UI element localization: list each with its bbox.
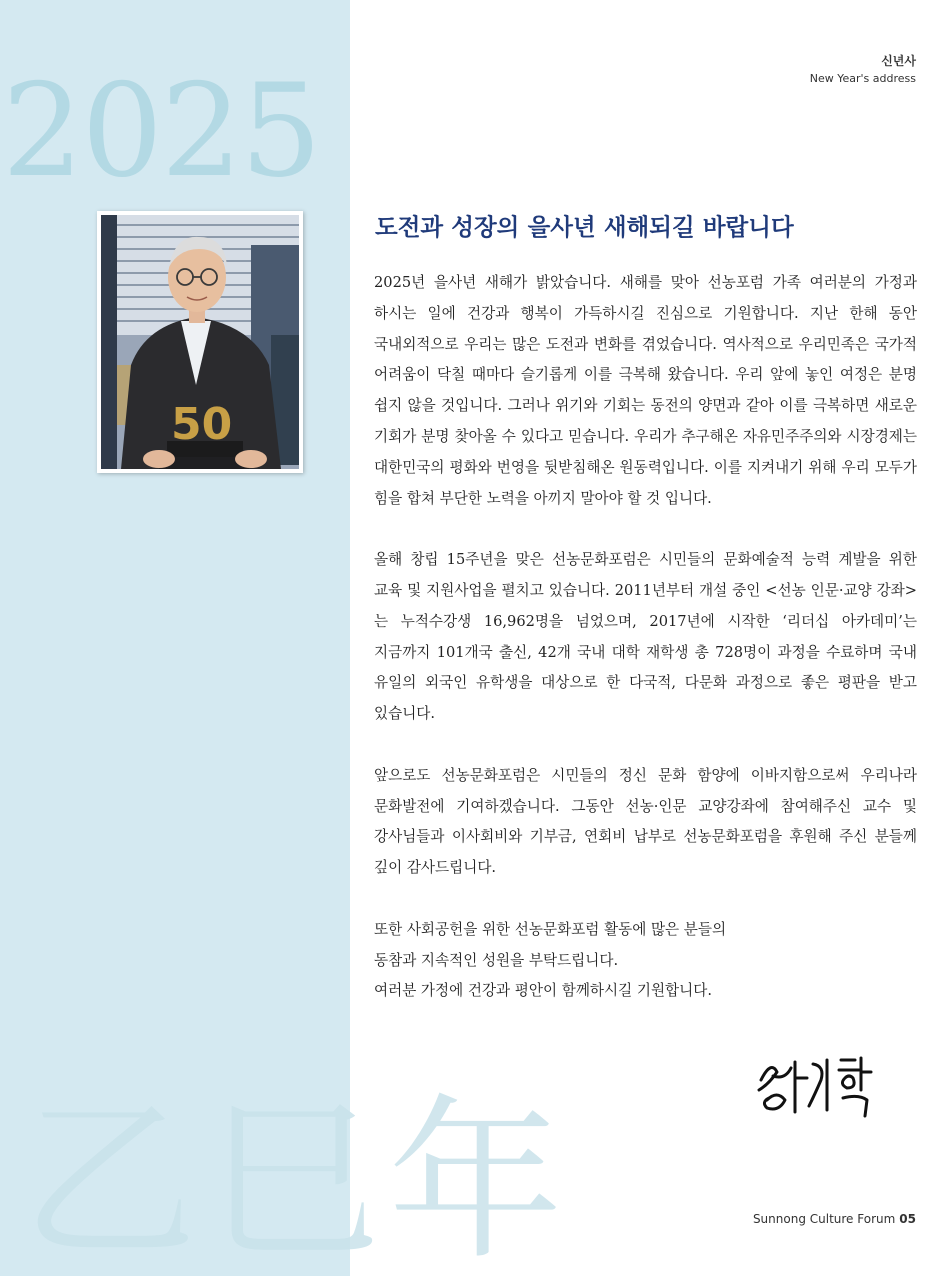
page-number: 05 (899, 1212, 916, 1226)
closing-line-3: 여러분 가정에 건강과 평안이 함께하시길 기원합니다. (374, 982, 712, 1000)
section-title-en: New Year's address (809, 72, 916, 85)
article-body (374, 268, 917, 1007)
handwritten-signature (755, 1050, 885, 1122)
background-hanja: 乙巳年 (22, 1081, 571, 1284)
author-photo (97, 211, 303, 473)
paragraph-3: 앞으로도 선농문화포럼은 시민들의 정신 문화 함양에 이바지함으로써 우리나라 문화발전에 기여하겠습니다. 그동안 선농·인문 교양강좌에 참여해주신 교수 및 강사님들과 이사회비와 기부금, 연회비 납부로 선농문화포럼을 후원해 주신 분들께 깊이 감사드립니다. (374, 766, 917, 877)
page-footer (753, 1212, 916, 1226)
closing-paragraph (374, 915, 917, 1007)
year-display: 2025 (2, 57, 320, 206)
author-portrait-illustration (101, 215, 299, 469)
publication-name: Sunnong Culture Forum (752, 1212, 896, 1226)
paragraph-2: 올해 창립 15주년을 맞은 선농문화포럼은 시민들의 문화예술적 능력 계발을 위한 교육 및 지원사업을 펼치고 있습니다. 2011년부터 개설 중인 <선농 인문·교양 강좌>는 누적수강생 16,962명을 넘었으며, 2017년에 시작한 ‘리더십 아카데미’는 지금까지 101개국 출신, 42개 국내 대학 재학생 총 728명이 과정을 수료하며 국내 유일의 외국인 유학생을 대상으로 한 다국적, 다문화 과정으로 좋은 평판을 받고 있습니다. (374, 551, 917, 723)
trophy-number: 50 (171, 399, 233, 450)
paragraph-1: 2025년 을사년 새해가 밝았습니다. 새해를 맞아 선농포럼 가족 여러분의 가정과 하시는 일에 건강과 행복이 가득하시길 진심으로 기원합니다. 지난 한해 동안 국내외적으로 우리는 많은 도전과 변화를 겪었습니다. 역사적으로 우리민족은 국가적 어려움이 닥칠 때마다 슬기롭게 이를 극복해 왔습니다. 우리 앞에 놓인 여정은 분명 쉽지 않을 것입니다. 그러나 위기와 기회는 동전의 양면과 같아 이를 극복하면 새로운 기회가 분명 찾아올 수 있다고 믿습니다. 우리가 추구해온 자유민주주의와 시장경제는 대한민국의 평화와 번영을 뒷받침해온 원동력입니다. 이를 지켜내기 위해 우리 모두가 힘을 합쳐 부단한 노력을 아끼지 말아야 할 것 입니다. (374, 274, 917, 507)
section-label (810, 52, 916, 88)
closing-line-1: 또한 사회공헌을 위한 선농문화포럼 활동에 많은 분들의 (374, 920, 727, 938)
closing-line-2: 동참과 지속적인 성원을 부탁드립니다. (374, 951, 619, 969)
section-title-ko: 신년사 (881, 54, 916, 68)
article-headline: 도전과 성장의 을사년 새해되길 바랍니다 (375, 213, 794, 241)
